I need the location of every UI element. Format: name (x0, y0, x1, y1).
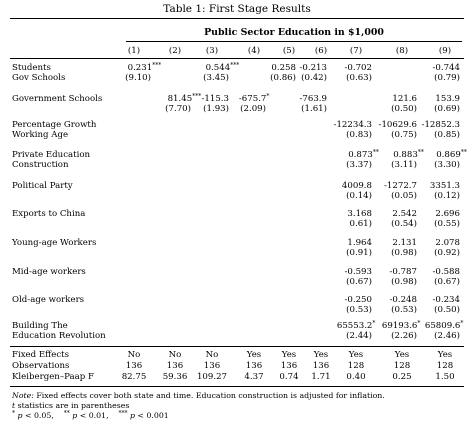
column-number: (9) (438, 46, 452, 56)
row-label: Political Party (12, 181, 73, 191)
header-rule (10, 58, 464, 59)
coefficient-cell: -0.593 (344, 267, 372, 277)
tstat-cell: (0.55) (434, 219, 460, 229)
coefficient-cell: 2.131 (392, 238, 417, 248)
table-notes (12, 391, 385, 421)
row-label: Exports to China (12, 209, 86, 219)
coefficient-cell: 2.078 (435, 238, 460, 248)
tstat-line: t statistics are in parentheses (12, 401, 130, 410)
tstat-cell: (0.50) (434, 305, 460, 315)
tstat-cell: (0.42) (301, 73, 327, 83)
row-label: Young-age Workers (12, 238, 97, 248)
footer-cell: Yes (281, 350, 297, 360)
tstat-cell: (0.53) (391, 305, 417, 315)
column-number: (5) (282, 46, 296, 56)
tstat-cell: (3.11) (391, 160, 417, 170)
footer-label: Fixed Effects (12, 350, 70, 360)
coefficient-cell: 0.231*** (127, 62, 162, 73)
row-label: Students (12, 63, 51, 73)
tstat-cell: (0.54) (391, 219, 417, 229)
footer-cell: Yes (313, 350, 329, 360)
coefficient-cell: -12852.3 (421, 120, 460, 130)
coefficient-cell: 3.168 (347, 209, 372, 219)
midrule (10, 346, 464, 347)
footer-cell: 4.37 (244, 372, 264, 382)
tstat-cell: (1.93) (203, 104, 229, 114)
footer-cell: No (168, 350, 182, 360)
tstat-cell: (0.85) (434, 130, 460, 140)
tstat-cell: (2.26) (391, 331, 417, 341)
coefficient-cell: -675.7* (238, 93, 270, 104)
coefficient-cell: 121.6 (392, 94, 417, 104)
coefficient-cell: 69193.6* (381, 320, 421, 331)
header-underline (126, 41, 462, 42)
footer-cell: 0.40 (346, 372, 366, 382)
row-label: Gov Schools (12, 73, 66, 83)
coefficient-cell: -0.234 (432, 295, 460, 305)
column-number: (7) (349, 46, 363, 56)
tstat-cell: (2.09) (240, 104, 266, 114)
coefficient-cell: 2.542 (392, 209, 417, 219)
tstat-cell: (7.70) (165, 104, 191, 114)
footer-cell: 136 (245, 361, 263, 371)
tstat-cell: (0.67) (434, 277, 460, 287)
table-caption: Table 1: First Stage Results (163, 3, 311, 15)
coefficient-cell: -0.787 (389, 267, 417, 277)
coefficient-cell: -0.250 (344, 295, 372, 305)
footer-cell: 136 (125, 361, 143, 371)
coefficient-cell: 65553.2* (336, 320, 376, 331)
footer-cell: 136 (280, 361, 298, 371)
coefficient-cell: -10629.6 (378, 120, 417, 130)
tstat-cell: (1.61) (301, 104, 327, 114)
footer-cell: 0.25 (392, 372, 412, 382)
footer-cell: 82.75 (121, 372, 147, 382)
significance-stars: ** (417, 149, 424, 156)
footer-cell: 109.27 (196, 372, 228, 382)
significance-entry: ** p < 0.01, (63, 410, 119, 420)
coefficient-cell: 0.544*** (205, 62, 240, 73)
tstat-cell: (0.50) (391, 104, 417, 114)
row-label: Mid-age workers (12, 267, 86, 277)
column-number: (2) (168, 46, 182, 56)
significance-stars: * (266, 93, 270, 100)
tstat-cell: (0.86) (270, 73, 296, 83)
tstat-cell: 0.61) (349, 219, 372, 229)
row-label: Government Schools (12, 94, 103, 104)
footer-cell: 0.74 (279, 372, 299, 382)
row-label: Private Education (12, 150, 91, 160)
bottom-rule (10, 386, 464, 387)
tstat-cell: (0.69) (434, 104, 460, 114)
coefficient-cell: 3351.3 (429, 181, 460, 191)
footer-cell: 128 (436, 361, 454, 371)
significance-stars: * (417, 320, 421, 327)
top-rule (10, 18, 464, 19)
significance-stars: *** (230, 62, 240, 69)
tstat-cell: (0.92) (434, 248, 460, 258)
significance-entry: *** p < 0.001 (118, 410, 169, 420)
footer-cell: Yes (348, 350, 364, 360)
significance-line (12, 411, 385, 421)
tstat-cell: (3.45) (203, 73, 229, 83)
note-label: Note: (12, 391, 34, 400)
coefficient-cell: 0.873** (348, 149, 379, 160)
tstat-text: statistics are in parentheses (15, 401, 130, 410)
column-number: (6) (314, 46, 328, 56)
dependent-variable-header: Public Sector Education in $1,000 (204, 27, 384, 38)
tstat-cell: (0.98) (391, 248, 417, 258)
tstat-cell: (0.63) (346, 73, 372, 83)
tstat-cell: (0.53) (346, 305, 372, 315)
tstat-cell: (0.83) (346, 130, 372, 140)
coefficient-cell: -12234.3 (333, 120, 372, 130)
column-number: (4) (247, 46, 261, 56)
row-label: Percentage Growth (12, 120, 97, 130)
row-label: Working Age (12, 130, 69, 140)
significance-stars: * (460, 320, 464, 327)
significance-entry: * p < 0.05, (12, 410, 64, 420)
column-number: (8) (395, 46, 409, 56)
tstat-cell: (2.46) (434, 331, 460, 341)
footer-label: Observations (12, 361, 70, 371)
coefficient-cell: 81.45*** (167, 93, 202, 104)
footer-cell: 128 (347, 361, 365, 371)
significance-stars: * (372, 320, 376, 327)
footer-cell: 1.71 (311, 372, 331, 382)
footer-cell: No (127, 350, 141, 360)
coefficient-cell: -1272.7 (384, 181, 417, 191)
coefficient-cell: -0.213 (299, 63, 327, 73)
coefficient-cell: -0.744 (432, 63, 460, 73)
tstat-cell: (9.10) (125, 73, 151, 83)
footer-cell: 1.50 (435, 372, 455, 382)
tstat-cell: (0.98) (391, 277, 417, 287)
column-number: (3) (205, 46, 219, 56)
footer-label: Kleibergen–Paap F (12, 372, 94, 382)
row-label: Old-age workers (12, 295, 85, 305)
coefficient-cell: -0.248 (389, 295, 417, 305)
tstat-cell: (0.05) (391, 191, 417, 201)
significance-stars: ** (460, 149, 467, 156)
footer-cell: Yes (394, 350, 410, 360)
footer-cell: 128 (393, 361, 411, 371)
coefficient-cell: 65809.6* (424, 320, 464, 331)
footer-cell: 136 (203, 361, 221, 371)
coefficient-cell: -115.3 (201, 94, 229, 104)
tstat-cell: (0.14) (346, 191, 372, 201)
tstat-cell: (0.79) (434, 73, 460, 83)
coefficient-cell: 4009.8 (341, 181, 372, 191)
footer-cell: Yes (437, 350, 453, 360)
tstat-cell: (3.30) (434, 160, 460, 170)
coefficient-cell: 0.869** (436, 149, 467, 160)
tstat-cell: (0.91) (346, 248, 372, 258)
footer-cell: Yes (246, 350, 262, 360)
coefficient-cell: 1.964 (347, 238, 372, 248)
coefficient-cell: 153.9 (435, 94, 460, 104)
tstat-cell: (2.44) (346, 331, 372, 341)
coefficient-cell: -0.588 (432, 267, 460, 277)
coefficient-cell: 0.258 (271, 63, 296, 73)
tstat-cell: (3.37) (346, 160, 372, 170)
footer-cell: No (205, 350, 219, 360)
footer-cell: 136 (166, 361, 184, 371)
tstat-cell: (0.67) (346, 277, 372, 287)
coefficient-cell: 0.883** (393, 149, 424, 160)
coefficient-cell: -763.9 (299, 94, 327, 104)
significance-stars: *** (152, 62, 162, 69)
coefficient-cell: -0.702 (344, 63, 372, 73)
tstat-cell: (0.75) (391, 130, 417, 140)
row-label: Building The (12, 321, 68, 331)
tstat-cell: (0.12) (434, 191, 460, 201)
coefficient-cell: 2.696 (435, 209, 460, 219)
row-label: Construction (12, 160, 69, 170)
column-number: (1) (127, 46, 141, 56)
footer-cell: 59.36 (162, 372, 188, 382)
significance-stars: ** (372, 149, 379, 156)
significance-stars: *** (192, 93, 202, 100)
footer-cell: 136 (312, 361, 330, 371)
row-label: Education Revolution (12, 331, 106, 341)
note-line (12, 391, 385, 401)
note-text: Fixed effects cover both state and time. Education construction is adjusted for inflation. (33, 391, 385, 400)
